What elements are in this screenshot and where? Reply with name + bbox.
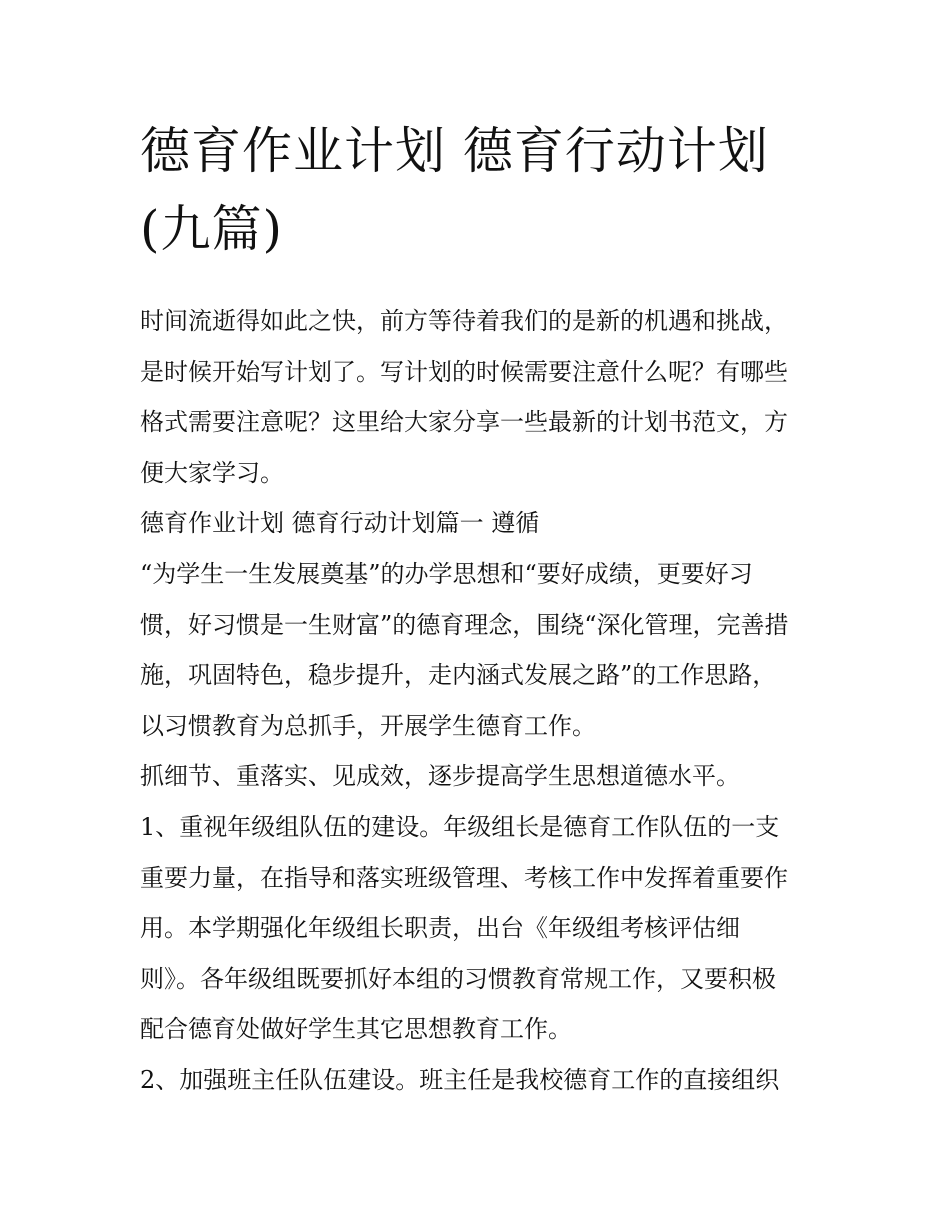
body-line: 则》。各年级组既要抓好本组的习惯教育常规工作，又要积极 bbox=[140, 964, 776, 993]
body-line: 2、加强班主任队伍建设。班主任是我校德育工作的直接组织 bbox=[140, 1065, 780, 1094]
body-line: 惯，好习惯是一生财富”的德育理念，围绕“深化管理，完善措 bbox=[140, 610, 789, 639]
body-line: 用。本学期强化年级组长职责，出台《年级组考核评估细 bbox=[140, 914, 740, 943]
body-line: 格式需要注意呢？这里给大家分享一些最新的计划书范文，方 bbox=[140, 408, 788, 437]
body-line: 抓细节、重落实、见成效，逐步提高学生思想道德水平。 bbox=[140, 762, 740, 791]
body-line: 施，巩固特色，稳步提升，走内涵式发展之路”的工作思路， bbox=[140, 661, 777, 690]
document-title bbox=[140, 112, 820, 268]
document-page bbox=[140, 112, 820, 1106]
title-line: (九篇) bbox=[140, 200, 284, 258]
document-body bbox=[140, 296, 820, 1106]
body-line: 是时候开始写计划了。写计划的时候需要注意什么呢？有哪些 bbox=[140, 357, 788, 386]
section-heading: 德育作业计划 德育行动计划篇一 遵循 bbox=[140, 509, 540, 538]
body-line: 时间流逝得如此之快，前方等待着我们的是新的机遇和挑战， bbox=[140, 307, 788, 335]
body-line: “为学生一生发展奠基”的办学思想和“要好成绩，更要好习 bbox=[140, 559, 753, 588]
body-line: 1、重视年级组队伍的建设。年级组长是德育工作队伍的一支 bbox=[140, 812, 780, 841]
body-line: 配合德育处做好学生其它思想教育工作。 bbox=[140, 1015, 572, 1044]
body-line: 便大家学习。 bbox=[140, 458, 284, 487]
body-line: 重要力量，在指导和落实班级管理、考核工作中发挥着重要作 bbox=[140, 863, 788, 892]
title-line: 德育作业计划 德育行动计划 bbox=[140, 122, 769, 180]
body-line: 以习惯教育为总抓手，开展学生德育工作。 bbox=[140, 711, 596, 740]
